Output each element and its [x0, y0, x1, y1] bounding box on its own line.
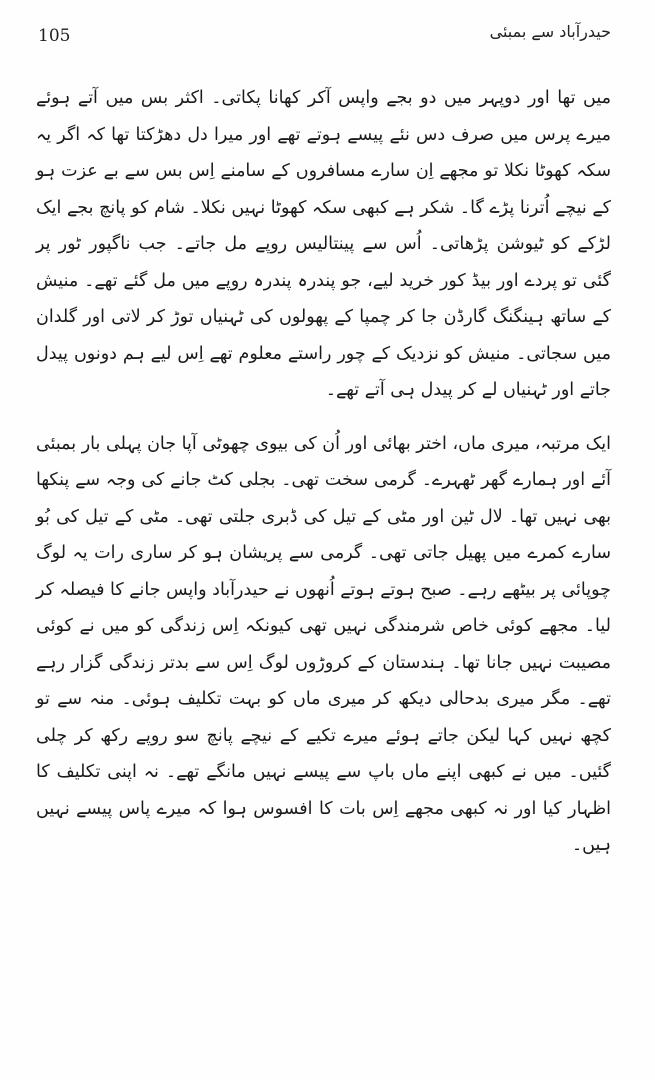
page-header	[38, 22, 611, 56]
body-text	[36, 80, 611, 864]
running-title: حیدرآباد سے بمبئی	[489, 22, 611, 41]
paragraph-2: ایک مرتبہ، میری ماں، اختر بھائی اور اُن کی بیوی چھوٹی آپا جان پہلی بار بمبئی آئے اور ہمارے گھر ٹھہرے۔ گرمی سخت تھی۔ بجلی کٹ جانے کی وجہ سے پنکھا بھی نہیں تھا۔ لال ٹین اور مٹی کے تیل کی ڈبری جلتی تھی۔ مٹی کے تیل کی بُو سارے کمرے میں پھیل جاتی تھی۔ گرمی سے پریشان ہو کر ساری رات یہ لوگ چوپائی پر بیٹھے رہے۔ صبح ہوتے ہوتے اُنھوں نے حیدرآباد واپس جانے کا فیصلہ کر لیا۔ مجھے کوئی خاص شرمندگی نہیں تھی کیونکہ اِس زندگی کو میں نے کوئی مصیبت نہیں جانا تھا۔ ہندستان کے کروڑوں لوگ اِس سے بدتر زندگی گزار رہے تھے۔ مگر میری بدحالی دیکھ کر میری ماں کو بہت تکلیف ہوئی۔ منہ سے تو کچھ نہیں کہا لیکن جاتے ہوئے میرے تکیے کے نیچے پانچ سو روپے رکھ کر چلی گئیں۔ میں نے کبھی اپنے ماں باپ سے پیسے نہیں مانگے تھے۔ نہ اپنی تکلیف کا اظہار کیا اور نہ کبھی مجھے اِس بات کا افسوس ہوا کہ میرے پاس پیسے نہیں ہیں۔	[36, 433, 611, 855]
page-number: 105	[38, 26, 71, 46]
paragraph-1: میں تھا اور دوپہر میں دو بجے واپس آکر کھانا پکاتی۔ اکثر بس میں آتے ہوئے میرے پرس میں صرف دس نئے پیسے ہوتے تھے اور میرا دل دھڑکتا تھا کہ اگر یہ سکہ کھوٹا نکلا تو مجھے اِن سارے مسافروں کے سامنے اِس بس سے بے عزت ہو کے نیچے اُترنا پڑے گا۔ شکر ہے کبھی سکہ کھوٹا نہیں نکلا۔ شام کو پانچ بجے ایک لڑکے کو ٹیوشن پڑھاتی۔ اُس سے پینتالیس روپے مل جاتے۔ جب ناگپور ٹور پر گئی تو پردے اور بیڈ کور خرید لیے، جو پندرہ پندرہ روپے میں مل گئے تھے۔ منیش کے ساتھ ہینگنگ گارڈن جا کر چمپا کے پھولوں کی ٹہنیاں توڑ کر لاتی اور گلدان میں سجاتی۔ منیش کو نزدیک کے چور راستے معلوم تھے اِس لیے ہم دونوں پیدل جاتے اور ٹہنیاں لے کر پیدل ہی آتے تھے۔	[36, 88, 611, 400]
